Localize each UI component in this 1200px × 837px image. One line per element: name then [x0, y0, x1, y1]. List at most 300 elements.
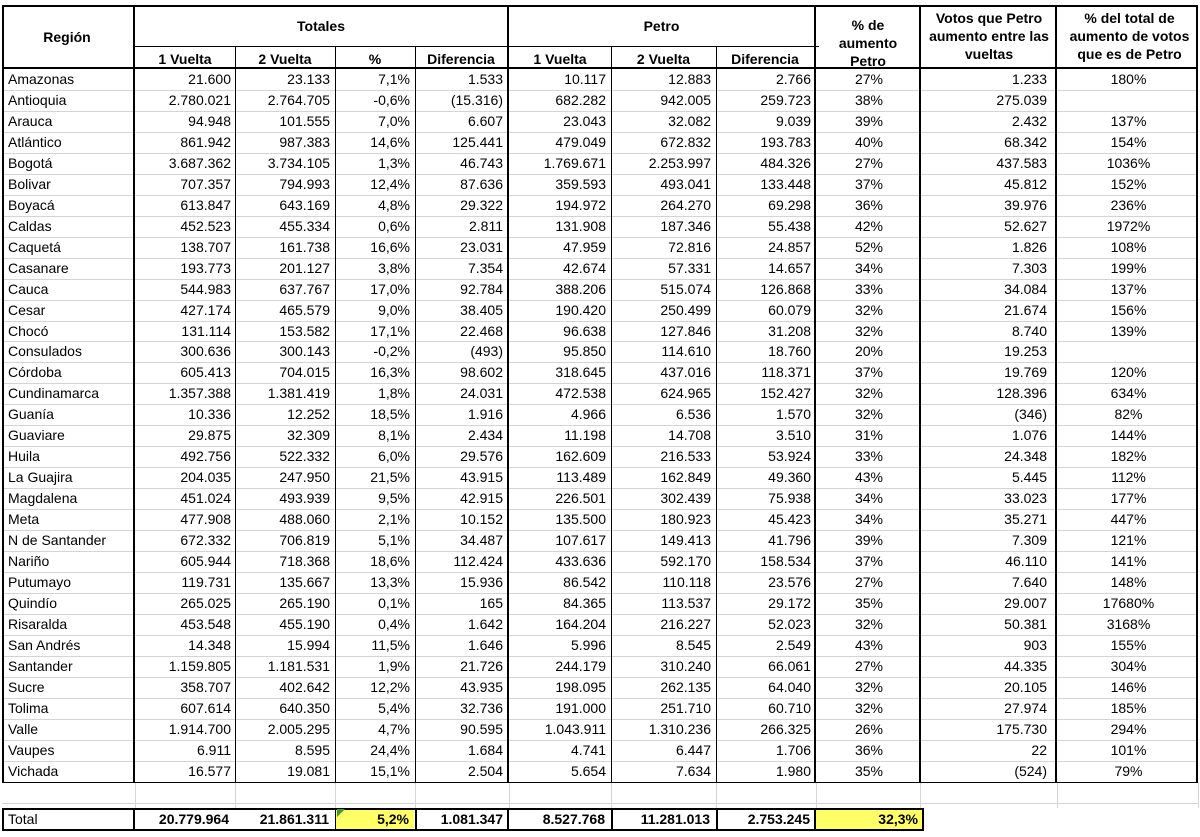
cell-t-pct[interactable]: 3,8% — [378, 259, 410, 276]
cell-t-dif[interactable]: 15.936 — [460, 574, 503, 591]
cell-t-pct[interactable]: 24,4% — [370, 741, 410, 758]
cell-pct-total[interactable]: 182% — [1110, 448, 1147, 465]
cell-pct-aumento[interactable]: 27% — [854, 574, 884, 591]
cell-t-dif[interactable]: (15.316) — [450, 91, 503, 108]
cell-t-2v[interactable]: 1.181.531 — [267, 657, 330, 674]
cell-p-dif[interactable]: 64.040 — [768, 678, 811, 695]
cell-pct-aumento[interactable]: 36% — [854, 741, 884, 758]
cell-region[interactable]: Santander — [8, 657, 73, 674]
total-cell-p-2v[interactable]: 11.281.013 — [640, 811, 710, 827]
cell-p-2v[interactable]: 57.331 — [668, 259, 711, 276]
cell-p-1v[interactable]: 23.043 — [563, 112, 606, 129]
cell-pct-aumento[interactable]: 37% — [854, 553, 884, 570]
cell-votos-aumento[interactable]: 7.309 — [1011, 532, 1047, 549]
cell-votos-aumento[interactable]: 7.303 — [1011, 259, 1047, 276]
cell-votos-aumento[interactable]: 33.023 — [1004, 490, 1047, 507]
cell-p-dif[interactable]: 60.710 — [768, 699, 811, 716]
cell-votos-aumento[interactable]: (346) — [1014, 406, 1047, 423]
cell-t-dif[interactable]: 1.646 — [467, 636, 503, 653]
cell-t-pct[interactable]: 11,5% — [371, 636, 410, 653]
cell-pct-total[interactable] — [1059, 341, 1198, 362]
cell-region[interactable]: Meta — [8, 511, 40, 528]
cell-p-1v[interactable]: 10.117 — [564, 71, 606, 87]
cell-p-dif[interactable]: 69.298 — [768, 196, 811, 213]
cell-p-1v[interactable]: 96.638 — [563, 322, 606, 339]
cell-p-1v[interactable]: 42.674 — [563, 259, 606, 276]
cell-pct-total[interactable]: 112% — [1111, 469, 1146, 486]
cell-t-dif[interactable]: 43.935 — [460, 678, 503, 695]
cell-p-2v[interactable]: 216.227 — [660, 615, 711, 632]
cell-region[interactable]: Atlántico — [8, 133, 62, 150]
cell-t-2v[interactable]: 15.994 — [287, 636, 330, 653]
cell-votos-aumento[interactable]: 35.271 — [1004, 511, 1047, 528]
cell-pct-aumento[interactable]: 35% — [854, 595, 884, 611]
cell-pct-total[interactable]: 139% — [1110, 322, 1147, 339]
cell-p-dif[interactable]: 133.448 — [760, 175, 811, 192]
cell-pct-total[interactable]: 137% — [1110, 280, 1147, 297]
cell-pct-total[interactable]: 199% — [1110, 259, 1147, 276]
cell-pct-total[interactable]: 177% — [1110, 490, 1147, 507]
cell-t-pct[interactable]: 0,4% — [378, 615, 410, 632]
cell-pct-total[interactable]: 137% — [1110, 112, 1147, 129]
cell-votos-aumento[interactable]: 24.348 — [1004, 448, 1047, 465]
cell-t-pct[interactable]: 16,3% — [370, 364, 410, 381]
cell-t-pct[interactable]: 5,1% — [378, 532, 410, 549]
cell-t-2v[interactable]: 455.190 — [279, 615, 330, 632]
cell-p-dif[interactable]: 2.549 — [775, 636, 811, 653]
cell-t-pct[interactable]: 15,1% — [370, 762, 410, 779]
cell-region[interactable]: Guanía — [8, 406, 54, 423]
cell-votos-aumento[interactable]: 29.007 — [1004, 595, 1047, 611]
cell-t-1v[interactable]: 605.413 — [180, 364, 231, 381]
cell-t-1v[interactable]: 707.357 — [180, 175, 231, 192]
cell-p-1v[interactable]: 194.972 — [555, 196, 606, 213]
cell-pct-total[interactable]: 1972% — [1106, 217, 1151, 234]
cell-t-pct[interactable]: 17,0% — [370, 280, 410, 297]
cell-p-2v[interactable]: 162.849 — [660, 469, 711, 486]
cell-t-pct[interactable]: 18,6% — [370, 553, 410, 570]
cell-t-1v[interactable]: 3.687.362 — [168, 154, 231, 171]
cell-p-dif[interactable]: 1.570 — [775, 406, 811, 423]
cell-t-2v[interactable]: 300.143 — [279, 343, 330, 360]
cell-t-1v[interactable]: 605.944 — [180, 553, 231, 570]
cell-t-dif[interactable]: 29.322 — [460, 196, 503, 213]
cell-votos-aumento[interactable]: 128.396 — [996, 385, 1047, 402]
cell-p-dif[interactable]: 53.924 — [768, 448, 811, 465]
cell-region[interactable]: Cundinamarca — [8, 385, 100, 402]
cell-pct-aumento[interactable]: 33% — [854, 448, 884, 465]
cell-pct-total[interactable]: 1036% — [1106, 154, 1151, 171]
cell-p-1v[interactable]: 164.204 — [555, 615, 606, 632]
cell-region[interactable]: Chocó — [8, 322, 49, 339]
cell-p-1v[interactable]: 5.996 — [570, 636, 606, 653]
cell-pct-total[interactable]: 144% — [1110, 427, 1147, 444]
cell-pct-aumento[interactable]: 32% — [854, 699, 884, 716]
cell-region[interactable]: Putumayo — [8, 574, 72, 591]
cell-p-2v[interactable]: 592.170 — [660, 553, 711, 570]
cell-p-2v[interactable]: 149.413 — [660, 532, 711, 549]
cell-p-2v[interactable]: 251.710 — [660, 699, 711, 716]
cell-t-2v[interactable]: 247.950 — [279, 469, 330, 486]
cell-region[interactable]: Amazonas — [8, 71, 75, 87]
cell-t-1v[interactable]: 21.600 — [188, 71, 231, 87]
cell-t-pct[interactable]: 7,0% — [378, 112, 410, 129]
cell-votos-aumento[interactable]: 50.381 — [1004, 615, 1047, 632]
cell-t-dif[interactable]: (493) — [470, 343, 503, 360]
cell-p-1v[interactable]: 107.617 — [555, 532, 606, 549]
cell-region[interactable]: Casanare — [8, 259, 69, 276]
cell-pct-total[interactable]: 180% — [1110, 71, 1147, 87]
cell-t-pct[interactable]: 12,4% — [370, 175, 410, 192]
cell-p-dif[interactable]: 1.980 — [775, 762, 811, 779]
cell-region[interactable]: Boyacá — [8, 196, 55, 213]
cell-t-2v[interactable]: 201.127 — [279, 259, 330, 276]
cell-p-dif[interactable]: 31.208 — [768, 322, 811, 339]
cell-p-1v[interactable]: 226.501 — [555, 490, 606, 507]
cell-t-pct[interactable]: 1,8% — [378, 385, 410, 402]
total-cell-pct-aumento[interactable]: 32,3% — [878, 811, 918, 827]
cell-t-dif[interactable]: 21.726 — [460, 657, 503, 674]
cell-p-2v[interactable]: 187.346 — [660, 217, 711, 234]
cell-t-pct[interactable]: 12,2% — [370, 678, 410, 695]
cell-region[interactable]: Huila — [8, 448, 40, 465]
cell-t-dif[interactable]: 1.684 — [467, 741, 503, 758]
cell-votos-aumento[interactable]: 5.445 — [1011, 469, 1047, 486]
cell-t-dif[interactable]: 165 — [479, 595, 503, 611]
cell-votos-aumento[interactable]: 1.826 — [1011, 238, 1047, 255]
cell-votos-aumento[interactable]: 19.253 — [1004, 343, 1047, 360]
cell-p-1v[interactable]: 318.645 — [555, 364, 606, 381]
cell-p-1v[interactable]: 682.282 — [555, 91, 606, 108]
cell-t-2v[interactable]: 794.993 — [279, 175, 330, 192]
cell-t-dif[interactable]: 98.602 — [460, 364, 503, 381]
cell-p-dif[interactable]: 484.326 — [760, 154, 811, 171]
total-cell-p-1v[interactable]: 8.527.768 — [542, 811, 605, 827]
cell-p-1v[interactable]: 135.500 — [555, 511, 606, 528]
cell-p-2v[interactable]: 250.499 — [660, 301, 711, 318]
cell-pct-total[interactable]: 294% — [1110, 720, 1147, 737]
cell-p-dif[interactable]: 2.766 — [775, 71, 811, 87]
cell-pct-aumento[interactable]: 36% — [854, 196, 884, 213]
cell-p-2v[interactable]: 302.439 — [660, 490, 711, 507]
cell-p-2v[interactable]: 8.545 — [675, 636, 711, 653]
cell-pct-total[interactable]: 108% — [1110, 238, 1147, 255]
cell-t-dif[interactable]: 7.354 — [467, 259, 503, 276]
cell-t-pct[interactable]: 8,1% — [378, 427, 410, 444]
cell-pct-total[interactable] — [1059, 90, 1198, 111]
cell-region[interactable]: Cesar — [8, 301, 46, 318]
cell-region[interactable]: Cauca — [8, 280, 49, 297]
cell-t-pct[interactable]: 1,3% — [378, 154, 410, 171]
cell-votos-aumento[interactable]: 21.674 — [1004, 301, 1047, 318]
cell-p-1v[interactable]: 95.850 — [563, 343, 606, 360]
cell-pct-aumento[interactable]: 39% — [854, 532, 884, 549]
cell-t-1v[interactable]: 131.114 — [181, 322, 231, 339]
cell-pct-total[interactable]: 155% — [1110, 636, 1147, 653]
cell-pct-total[interactable]: 79% — [1114, 762, 1143, 779]
cell-t-dif[interactable]: 38.405 — [460, 301, 503, 318]
cell-t-1v[interactable]: 29.875 — [188, 427, 231, 444]
cell-t-pct[interactable]: 1,9% — [378, 657, 410, 674]
cell-region[interactable]: Guaviare — [8, 427, 65, 444]
cell-pct-total[interactable]: 121% — [1110, 532, 1147, 549]
cell-p-dif[interactable]: 3.510 — [775, 427, 811, 444]
cell-t-1v[interactable]: 204.035 — [180, 469, 231, 486]
cell-p-dif[interactable]: 126.868 — [760, 280, 811, 297]
cell-p-2v[interactable]: 6.536 — [675, 406, 711, 423]
cell-t-pct[interactable]: 17,1% — [370, 322, 410, 339]
cell-p-2v[interactable]: 264.270 — [660, 196, 711, 213]
total-cell-t-pct[interactable]: 5,2% — [377, 811, 409, 827]
cell-t-2v[interactable]: 135.667 — [279, 574, 330, 591]
cell-pct-aumento[interactable]: 33% — [854, 280, 884, 297]
cell-pct-total[interactable]: 447% — [1110, 511, 1147, 528]
cell-t-2v[interactable]: 522.332 — [279, 448, 330, 465]
cell-p-2v[interactable]: 515.074 — [660, 280, 711, 297]
cell-votos-aumento[interactable]: 20.105 — [1004, 678, 1047, 695]
cell-p-dif[interactable]: 158.534 — [760, 553, 811, 570]
cell-t-pct[interactable]: 4,8% — [378, 196, 410, 213]
cell-p-dif[interactable]: 55.438 — [768, 217, 811, 234]
cell-p-1v[interactable]: 84.365 — [563, 595, 606, 611]
cell-votos-aumento[interactable]: 175.730 — [996, 720, 1047, 737]
cell-t-1v[interactable]: 193.773 — [180, 259, 231, 276]
cell-region[interactable]: Antioquia — [8, 91, 67, 108]
cell-pct-aumento[interactable]: 26% — [854, 720, 884, 737]
cell-votos-aumento[interactable]: 1.233 — [1011, 71, 1047, 87]
cell-pct-total[interactable]: 236% — [1110, 196, 1147, 213]
cell-p-2v[interactable]: 437.016 — [660, 364, 711, 381]
cell-t-1v[interactable]: 1.159.805 — [168, 657, 231, 674]
cell-pct-total[interactable]: 3168% — [1106, 615, 1151, 632]
cell-votos-aumento[interactable]: 45.812 — [1004, 175, 1047, 192]
cell-pct-total[interactable]: 82% — [1114, 406, 1143, 423]
cell-p-2v[interactable]: 6.447 — [675, 741, 711, 758]
cell-region[interactable]: Consulados — [8, 343, 82, 360]
cell-t-dif[interactable]: 23.031 — [460, 238, 503, 255]
cell-t-2v[interactable]: 19.081 — [287, 762, 330, 779]
cell-t-1v[interactable]: 613.847 — [180, 196, 231, 213]
cell-votos-aumento[interactable]: 27.974 — [1004, 699, 1047, 716]
cell-t-2v[interactable]: 2.005.295 — [267, 720, 330, 737]
cell-region[interactable]: Magdalena — [8, 490, 78, 507]
cell-p-1v[interactable]: 5.654 — [570, 762, 606, 779]
cell-p-2v[interactable]: 493.041 — [660, 175, 711, 192]
cell-pct-aumento[interactable]: 32% — [854, 322, 884, 339]
cell-p-1v[interactable]: 131.908 — [555, 217, 606, 234]
cell-pct-aumento[interactable]: 34% — [854, 259, 884, 276]
cell-votos-aumento[interactable]: 39.976 — [1004, 196, 1047, 213]
cell-t-pct[interactable]: 0,6% — [378, 217, 410, 234]
cell-t-2v[interactable]: 640.350 — [279, 699, 330, 716]
cell-region[interactable]: Sucre — [8, 678, 45, 695]
cell-pct-total[interactable]: 101% — [1110, 741, 1147, 758]
cell-p-2v[interactable]: 216.533 — [660, 448, 711, 465]
cell-t-1v[interactable]: 427.174 — [180, 301, 231, 318]
cell-p-2v[interactable]: 262.135 — [660, 678, 711, 695]
cell-pct-aumento[interactable]: 27% — [854, 71, 884, 87]
cell-t-1v[interactable]: 861.942 — [180, 133, 231, 150]
cell-region[interactable]: Bolivar — [8, 175, 51, 192]
cell-pct-aumento[interactable]: 27% — [854, 657, 884, 674]
cell-pct-total[interactable]: 634% — [1110, 385, 1147, 402]
cell-p-dif[interactable]: 193.783 — [760, 133, 811, 150]
cell-p-dif[interactable]: 52.023 — [768, 615, 811, 632]
cell-p-1v[interactable]: 479.049 — [555, 133, 606, 150]
cell-votos-aumento[interactable]: 2.432 — [1011, 112, 1047, 129]
cell-p-1v[interactable]: 190.420 — [555, 301, 606, 318]
cell-p-2v[interactable]: 127.846 — [660, 322, 711, 339]
cell-pct-aumento[interactable]: 32% — [854, 615, 884, 632]
cell-t-1v[interactable]: 138.707 — [180, 238, 231, 255]
cell-t-dif[interactable]: 90.595 — [460, 720, 503, 737]
cell-t-1v[interactable]: 16.577 — [188, 762, 231, 779]
total-cell-t-1v[interactable]: 20.779.964 — [158, 811, 229, 827]
cell-pct-aumento[interactable]: 42% — [854, 217, 884, 234]
cell-t-dif[interactable]: 43.915 — [460, 469, 503, 486]
cell-p-1v[interactable]: 1.043.911 — [544, 720, 606, 737]
cell-t-pct[interactable]: 2,1% — [378, 511, 410, 528]
cell-p-1v[interactable]: 86.542 — [563, 574, 606, 591]
cell-t-pct[interactable]: 5,4% — [378, 699, 410, 716]
cell-p-dif[interactable]: 23.576 — [768, 574, 811, 591]
cell-votos-aumento[interactable]: 437.583 — [996, 154, 1047, 171]
cell-t-dif[interactable]: 24.031 — [460, 385, 503, 402]
cell-p-2v[interactable]: 180.923 — [660, 511, 711, 528]
cell-t-2v[interactable]: 402.642 — [279, 678, 330, 695]
cell-pct-aumento[interactable]: 32% — [854, 385, 884, 402]
cell-p-1v[interactable]: 198.095 — [555, 678, 606, 695]
cell-t-pct[interactable]: 9,5% — [378, 490, 410, 507]
cell-votos-aumento[interactable]: 8.740 — [1011, 322, 1047, 339]
cell-p-1v[interactable]: 47.959 — [563, 238, 606, 255]
cell-t-dif[interactable]: 34.487 — [460, 532, 503, 549]
cell-pct-total[interactable]: 152% — [1110, 175, 1147, 192]
cell-region[interactable]: San Andrés — [8, 636, 81, 653]
cell-t-2v[interactable]: 488.060 — [279, 511, 330, 528]
cell-p-2v[interactable]: 672.832 — [660, 133, 711, 150]
cell-region[interactable]: N de Santander — [8, 532, 107, 549]
cell-p-dif[interactable]: 9.039 — [775, 112, 811, 129]
cell-t-dif[interactable]: 22.468 — [460, 322, 503, 339]
total-cell-t-dif[interactable]: 1.081.347 — [440, 811, 503, 827]
cell-t-2v[interactable]: 493.939 — [279, 490, 330, 507]
cell-t-1v[interactable]: 453.548 — [180, 615, 231, 632]
cell-t-pct[interactable]: 14,6% — [370, 133, 410, 150]
cell-p-1v[interactable]: 472.538 — [555, 385, 606, 402]
cell-t-dif[interactable]: 1.916 — [467, 406, 503, 423]
total-cell-p-dif[interactable]: 2.753.245 — [747, 811, 810, 827]
cell-p-2v[interactable]: 114.610 — [661, 343, 711, 360]
cell-pct-aumento[interactable]: 32% — [854, 301, 884, 318]
cell-pct-aumento[interactable]: 32% — [854, 406, 884, 423]
cell-t-1v[interactable]: 492.756 — [180, 448, 231, 465]
cell-t-1v[interactable]: 10.336 — [188, 406, 231, 423]
cell-p-dif[interactable]: 259.723 — [760, 91, 811, 108]
cell-t-2v[interactable]: 265.190 — [279, 595, 330, 611]
cell-t-1v[interactable]: 1.357.388 — [168, 385, 231, 402]
cell-p-2v[interactable]: 310.240 — [660, 657, 711, 674]
cell-votos-aumento[interactable]: 68.342 — [1004, 133, 1047, 150]
cell-region[interactable]: Nariño — [8, 553, 50, 570]
cell-t-1v[interactable]: 544.983 — [180, 280, 231, 297]
cell-t-dif[interactable]: 112.424 — [453, 553, 503, 570]
cell-t-dif[interactable]: 2.811 — [469, 217, 503, 234]
cell-region[interactable]: Vaupes — [8, 741, 55, 758]
cell-t-pct[interactable]: -0,2% — [373, 343, 410, 360]
cell-t-1v[interactable]: 358.707 — [180, 678, 231, 695]
cell-region[interactable]: Valle — [8, 720, 39, 737]
cell-t-1v[interactable]: 1.914.700 — [168, 720, 231, 737]
cell-p-1v[interactable]: 433.636 — [555, 553, 606, 570]
cell-p-1v[interactable]: 11.198 — [564, 427, 606, 444]
cell-votos-aumento[interactable]: 34.084 — [1004, 280, 1047, 297]
cell-t-2v[interactable]: 8.595 — [294, 741, 330, 758]
cell-t-2v[interactable]: 12.252 — [287, 406, 330, 423]
cell-p-2v[interactable]: 942.005 — [660, 91, 711, 108]
cell-t-1v[interactable]: 300.636 — [180, 343, 231, 360]
cell-pct-aumento[interactable]: 32% — [854, 678, 884, 695]
cell-t-pct[interactable]: -0,6% — [373, 91, 410, 108]
cell-p-dif[interactable]: 266.325 — [760, 720, 811, 737]
cell-t-1v[interactable]: 672.332 — [180, 532, 231, 549]
cell-t-dif[interactable]: 125.441 — [452, 133, 503, 150]
cell-pct-aumento[interactable]: 27% — [854, 154, 884, 171]
cell-votos-aumento[interactable]: 275.039 — [996, 91, 1047, 108]
cell-p-1v[interactable]: 4.966 — [570, 406, 606, 423]
cell-pct-aumento[interactable]: 43% — [854, 636, 884, 653]
cell-t-2v[interactable]: 637.767 — [279, 280, 330, 297]
cell-t-2v[interactable]: 23.133 — [287, 71, 330, 87]
cell-pct-total[interactable]: 120% — [1110, 364, 1147, 381]
cell-p-dif[interactable]: 24.857 — [768, 238, 811, 255]
cell-t-dif[interactable]: 87.636 — [460, 175, 503, 192]
cell-region[interactable]: Arauca — [8, 112, 53, 129]
cell-p-2v[interactable]: 1.310.236 — [648, 720, 711, 737]
cell-p-2v[interactable]: 32.082 — [668, 112, 711, 129]
cell-t-pct[interactable]: 9,0% — [378, 301, 410, 318]
cell-p-dif[interactable]: 18.760 — [768, 343, 811, 360]
cell-votos-aumento[interactable]: 903 — [1023, 636, 1047, 653]
cell-p-2v[interactable]: 2.253.997 — [648, 154, 711, 171]
cell-p-dif[interactable]: 118.371 — [761, 364, 811, 381]
total-cell-region[interactable]: Total — [8, 811, 38, 827]
cell-pct-aumento[interactable]: 43% — [854, 469, 884, 486]
cell-pct-aumento[interactable]: 40% — [854, 133, 884, 150]
cell-p-2v[interactable]: 7.634 — [675, 762, 711, 779]
cell-p-1v[interactable]: 244.179 — [555, 657, 606, 674]
cell-t-dif[interactable]: 1.642 — [467, 615, 503, 632]
cell-t-1v[interactable]: 2.780.021 — [168, 91, 231, 108]
cell-p-dif[interactable]: 75.938 — [768, 490, 811, 507]
cell-region[interactable]: Caldas — [8, 217, 52, 234]
cell-t-2v[interactable]: 465.579 — [279, 301, 330, 318]
cell-t-2v[interactable]: 153.582 — [279, 322, 330, 339]
cell-t-2v[interactable]: 2.764.705 — [267, 91, 330, 108]
cell-region[interactable]: Quindío — [8, 595, 58, 611]
cell-t-dif[interactable]: 32.736 — [460, 699, 503, 716]
cell-votos-aumento[interactable]: 46.110 — [1005, 553, 1047, 570]
cell-t-dif[interactable]: 2.434 — [467, 427, 503, 444]
cell-region[interactable]: Córdoba — [8, 364, 62, 381]
cell-t-dif[interactable]: 29.576 — [460, 448, 503, 465]
cell-p-2v[interactable]: 12.883 — [668, 71, 711, 87]
cell-p-1v[interactable]: 162.609 — [555, 448, 606, 465]
cell-t-2v[interactable]: 643.169 — [279, 196, 330, 213]
cell-t-2v[interactable]: 1.381.419 — [267, 385, 330, 402]
cell-votos-aumento[interactable]: (524) — [1014, 762, 1047, 779]
cell-p-dif[interactable]: 1.706 — [775, 741, 811, 758]
